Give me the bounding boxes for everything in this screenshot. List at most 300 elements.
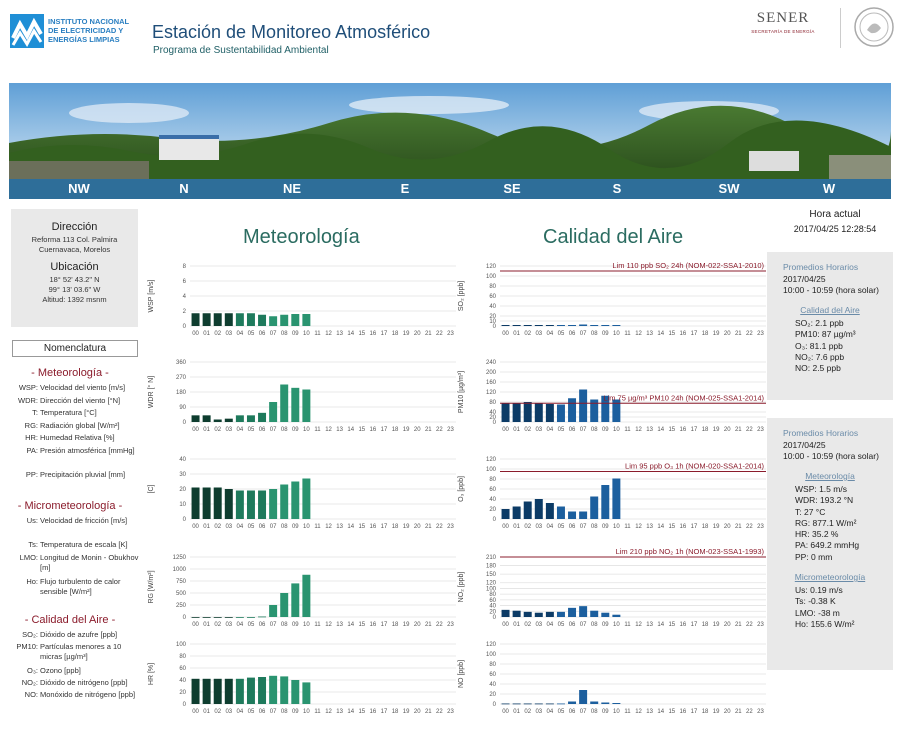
- x-tick-label: 03: [535, 427, 543, 433]
- bar: [291, 583, 299, 617]
- x-tick-label: 22: [746, 622, 753, 628]
- nomenclature-key: PM10:: [16, 642, 38, 651]
- x-tick-label: 13: [336, 709, 343, 715]
- x-tick-label: 09: [291, 622, 299, 628]
- bar: [524, 325, 532, 326]
- y-tick-label: 0: [492, 615, 496, 621]
- x-tick-label: 04: [546, 709, 554, 715]
- x-tick-label: 11: [314, 331, 321, 337]
- x-tick-label: 14: [657, 622, 665, 628]
- x-tick-label: 14: [657, 427, 665, 433]
- x-tick-label: 09: [601, 331, 609, 337]
- x-tick-label: 13: [336, 622, 343, 628]
- y-tick-label: 240: [485, 360, 496, 366]
- x-tick-label: 19: [402, 427, 410, 433]
- x-tick-label: 13: [336, 331, 343, 337]
- sener-name: SENER: [756, 10, 810, 26]
- direccion-title: Dirección: [51, 221, 98, 233]
- nomenclature-desc: Radiación global [W/m²]: [40, 420, 120, 430]
- compass-direction-bar: [9, 179, 891, 199]
- x-tick-label: 00: [502, 709, 509, 715]
- nomenclature-key: SO₂:: [22, 630, 38, 639]
- x-tick-label: 02: [524, 524, 532, 530]
- x-tick-label: 15: [358, 427, 366, 433]
- nomenclature-desc: Flujo turbulento de calor sensible [W/m²]: [40, 577, 121, 596]
- y-tick-label: 4: [182, 294, 186, 300]
- bar: [225, 679, 233, 704]
- nomenclature-desc: Velocidad del viento [m/s]: [40, 383, 126, 392]
- x-tick-label: 00: [502, 427, 509, 433]
- bar: [601, 703, 609, 705]
- x-tick-label: 14: [347, 622, 355, 628]
- x-tick-label: 16: [679, 427, 687, 433]
- x-tick-label: 12: [635, 709, 642, 715]
- x-tick-label: 10: [613, 622, 620, 628]
- y-tick-label: 160: [485, 380, 496, 386]
- x-tick-label: 05: [247, 622, 255, 628]
- y-tick-label: 20: [489, 415, 496, 421]
- x-tick-label: 07: [579, 331, 587, 337]
- chart-so2: [455, 262, 770, 351]
- bar: [280, 593, 288, 617]
- x-tick-label: 13: [646, 427, 653, 433]
- bar: [203, 313, 211, 326]
- bar: [557, 507, 565, 520]
- y-tick-label: 100: [175, 642, 186, 648]
- x-tick-label: 23: [757, 622, 764, 628]
- x-tick-label: 06: [568, 709, 576, 715]
- x-tick-label: 10: [303, 709, 310, 715]
- x-tick-label: 14: [657, 524, 665, 530]
- bar: [557, 325, 565, 326]
- x-tick-label: 08: [280, 524, 288, 530]
- bar: [258, 491, 266, 520]
- x-tick-label: 12: [325, 427, 332, 433]
- x-tick-label: 14: [347, 427, 355, 433]
- x-tick-label: 03: [225, 331, 233, 337]
- y-tick-label: 120: [485, 457, 496, 463]
- x-tick-label: 20: [413, 709, 421, 715]
- x-tick-label: 13: [336, 524, 343, 530]
- x-tick-label: 04: [236, 427, 244, 433]
- micro-values: [795, 585, 893, 630]
- x-tick-label: 07: [579, 524, 587, 530]
- x-tick-label: 18: [391, 622, 399, 628]
- x-tick-label: 04: [236, 709, 244, 715]
- y-tick-label: 0: [182, 702, 186, 708]
- x-tick-label: 20: [723, 331, 731, 337]
- bar: [236, 415, 244, 422]
- nomenclature-desc: Temperatura de escala [K]: [40, 540, 128, 549]
- x-tick-label: 22: [436, 427, 443, 433]
- nomenclature-desc: Humedad Relativa [%]: [40, 433, 115, 442]
- bar: [214, 420, 222, 423]
- bar: [247, 491, 255, 520]
- nomenclatura-button[interactable]: Nomenclatura: [12, 340, 138, 357]
- y-axis-title: [C]: [148, 484, 155, 494]
- bar: [258, 677, 266, 704]
- x-tick-label: 11: [314, 622, 321, 628]
- bar: [546, 704, 554, 705]
- x-tick-label: 13: [646, 524, 653, 530]
- x-tick-label: 15: [358, 622, 366, 628]
- x-tick-label: 03: [225, 622, 233, 628]
- x-tick-label: 23: [757, 331, 764, 337]
- x-tick-label: 12: [635, 331, 642, 337]
- bar: [192, 415, 200, 422]
- compass-ne: NE: [282, 181, 302, 196]
- x-tick-label: 20: [723, 524, 731, 530]
- prom-label: Promedios Horarios: [783, 262, 859, 272]
- x-tick-label: 20: [413, 427, 421, 433]
- ubicacion-title: Ubicación: [50, 261, 99, 273]
- bar: [269, 402, 277, 422]
- x-tick-label: 21: [734, 331, 742, 337]
- y-tick-label: 150: [485, 572, 496, 579]
- x-tick-label: 06: [258, 622, 266, 628]
- average-value: PM10: 87 µg/m³: [795, 329, 856, 340]
- x-tick-label: 12: [635, 622, 642, 628]
- x-tick-label: 17: [380, 622, 388, 628]
- x-tick-label: 09: [601, 524, 609, 530]
- x-tick-label: 07: [269, 622, 277, 628]
- chart-wdr: [145, 358, 460, 447]
- bar: [579, 606, 587, 617]
- current-time-value: 2017/04/25 12:28:54: [793, 224, 877, 234]
- limit-label: Lim 75 µg/m³ PM10 24h (NOM-025-SSA1-2014): [603, 393, 764, 403]
- address-line-1: Reforma 113 Col. Palmira: [31, 235, 118, 244]
- x-tick-label: 03: [535, 622, 543, 628]
- x-tick-label: 14: [657, 331, 665, 337]
- average-value: WSP: 1.5 m/s: [795, 484, 847, 494]
- x-tick-label: 00: [502, 622, 509, 628]
- x-tick-label: 19: [402, 524, 410, 530]
- x-tick-label: 04: [236, 331, 244, 337]
- y-tick-label: 250: [175, 603, 186, 609]
- x-tick-label: 02: [524, 331, 532, 337]
- x-tick-label: 15: [668, 427, 676, 433]
- x-tick-label: 21: [734, 709, 742, 715]
- x-tick-label: 01: [513, 331, 520, 337]
- chart-t: [145, 455, 460, 544]
- average-value: Us: 0.19 m/s: [795, 585, 843, 596]
- bar: [579, 690, 587, 704]
- y-tick-label: 60: [179, 666, 186, 672]
- x-tick-label: 02: [214, 622, 222, 628]
- y-tick-label: 30: [179, 472, 186, 478]
- nomenclature-desc: Longitud de Monin - Obukhov [m]: [40, 553, 139, 572]
- x-tick-label: 12: [635, 524, 642, 530]
- x-tick-label: 15: [668, 524, 676, 530]
- y-tick-label: 20: [179, 690, 186, 696]
- x-tick-label: 16: [679, 331, 687, 337]
- x-tick-label: 18: [701, 427, 709, 433]
- x-tick-label: 09: [291, 524, 299, 530]
- y-tick-label: 80: [489, 592, 496, 599]
- y-tick-label: 10: [489, 319, 496, 325]
- y-tick-label: 100: [485, 652, 496, 658]
- bar: [568, 325, 576, 326]
- address-line-2: Cuernavaca, Morelos: [38, 245, 111, 254]
- x-tick-label: 23: [447, 622, 454, 628]
- nomenclature-key: PP:: [25, 469, 38, 479]
- x-tick-label: 18: [391, 331, 399, 337]
- x-tick-label: 09: [601, 709, 609, 715]
- x-tick-label: 03: [535, 331, 543, 337]
- y-tick-label: 80: [489, 400, 496, 406]
- x-tick-label: 12: [325, 331, 332, 337]
- x-tick-label: 09: [601, 427, 609, 433]
- x-tick-label: 06: [258, 331, 266, 337]
- average-value: RG: 877.1 W/m²: [795, 517, 857, 528]
- x-tick-label: 01: [513, 709, 520, 715]
- y-tick-label: 80: [489, 477, 496, 483]
- x-tick-label: 02: [524, 622, 532, 628]
- bar: [214, 679, 222, 704]
- x-tick-label: 02: [214, 427, 222, 433]
- bar: [513, 704, 521, 705]
- bar: [214, 617, 222, 618]
- x-tick-label: 06: [568, 524, 576, 530]
- x-tick-label: 09: [601, 622, 609, 628]
- bar: [291, 482, 299, 520]
- header-divider: [840, 8, 841, 48]
- y-tick-label: 120: [485, 390, 496, 396]
- x-tick-label: 07: [269, 427, 277, 433]
- bar: [535, 325, 543, 326]
- bar: [225, 617, 233, 618]
- bar: [535, 499, 543, 519]
- bar: [557, 405, 565, 423]
- x-tick-label: 07: [579, 622, 587, 628]
- x-tick-label: 11: [314, 524, 321, 530]
- bar: [280, 315, 288, 326]
- x-tick-label: 05: [557, 427, 565, 433]
- x-tick-label: 18: [391, 709, 399, 715]
- x-tick-label: 04: [546, 331, 554, 337]
- nomenclature-key: WSP:: [18, 383, 38, 392]
- x-tick-label: 09: [291, 331, 299, 337]
- y-tick-label: 40: [489, 304, 496, 310]
- compass-sw: SW: [718, 181, 740, 196]
- chart-t-svg: [145, 455, 460, 539]
- x-tick-label: 04: [236, 622, 244, 628]
- chart-pm10-svg: [455, 358, 770, 442]
- x-tick-label: 17: [690, 622, 698, 628]
- y-tick-label: 20: [489, 507, 496, 513]
- x-tick-label: 04: [546, 622, 554, 628]
- y-tick-label: 120: [485, 642, 496, 648]
- y-axis-title: SO₂ [ppb]: [458, 280, 465, 312]
- x-tick-label: 22: [436, 622, 443, 628]
- bar: [269, 676, 277, 704]
- prom-range: 10:00 - 10:59 (hora solar): [783, 285, 879, 295]
- prom-date: 2017/04/25: [783, 440, 826, 450]
- bar: [269, 316, 277, 326]
- y-tick-label: 40: [489, 410, 496, 416]
- bar: [280, 676, 288, 704]
- x-tick-label: 19: [712, 427, 720, 433]
- bar: [546, 503, 554, 519]
- bar: [590, 325, 598, 326]
- x-tick-label: 00: [192, 427, 199, 433]
- chart-wsp: [145, 262, 460, 351]
- y-tick-label: 0: [182, 324, 186, 330]
- x-tick-label: 15: [668, 709, 676, 715]
- x-tick-label: 16: [679, 709, 687, 715]
- x-tick-label: 19: [402, 709, 410, 715]
- y-tick-label: 360: [175, 360, 186, 366]
- y-tick-label: 20: [489, 609, 496, 616]
- x-tick-label: 16: [369, 622, 377, 628]
- x-tick-label: 21: [734, 524, 742, 530]
- y-tick-label: 120: [485, 580, 496, 587]
- x-tick-label: 16: [679, 524, 687, 530]
- x-tick-label: 23: [447, 331, 454, 337]
- x-tick-label: 03: [225, 709, 233, 715]
- x-tick-label: 17: [380, 331, 388, 337]
- chart-no-svg: [455, 640, 770, 724]
- bar: [502, 403, 510, 422]
- x-tick-label: 21: [734, 622, 742, 628]
- x-tick-label: 07: [269, 524, 277, 530]
- x-tick-label: 06: [258, 709, 266, 715]
- y-tick-label: 40: [489, 497, 496, 503]
- x-tick-label: 12: [635, 427, 642, 433]
- y-tick-label: 0: [492, 324, 496, 330]
- y-axis-title: WDR [° N]: [148, 375, 155, 409]
- bar: [612, 615, 620, 617]
- compass-nw: NW: [68, 181, 90, 196]
- x-tick-label: 04: [236, 524, 244, 530]
- x-tick-label: 06: [568, 622, 576, 628]
- y-tick-label: 90: [179, 405, 186, 411]
- x-tick-label: 22: [436, 709, 443, 715]
- x-tick-label: 02: [214, 524, 222, 530]
- air-caption: Calidad del Aire: [800, 305, 860, 315]
- station-info-box: [11, 209, 138, 327]
- bar: [225, 489, 233, 519]
- bar: [269, 489, 277, 519]
- x-tick-label: 12: [325, 622, 332, 628]
- nomenclature-desc: Partículas menores a 10 micras [µg/m³]: [40, 642, 122, 661]
- y-tick-label: 60: [489, 294, 496, 300]
- x-tick-label: 01: [513, 427, 520, 433]
- station-panorama-image: [9, 83, 891, 179]
- bar: [203, 415, 211, 422]
- bar: [192, 617, 200, 618]
- x-tick-label: 02: [524, 427, 532, 433]
- bar: [557, 704, 565, 705]
- y-tick-label: 270: [175, 375, 186, 381]
- x-tick-label: 23: [447, 524, 454, 530]
- bar: [236, 679, 244, 704]
- nomenclature-desc: Temperatura [°C]: [40, 408, 97, 417]
- y-tick-label: 1000: [172, 567, 186, 573]
- x-tick-label: 10: [303, 524, 310, 530]
- y-tick-label: 500: [175, 591, 186, 597]
- bar: [203, 488, 211, 520]
- average-value: PP: 0 mm: [795, 551, 833, 562]
- x-tick-label: 02: [524, 709, 532, 715]
- bar: [502, 325, 510, 326]
- nomenclature-key: PA:: [26, 445, 38, 455]
- bar: [236, 617, 244, 618]
- x-tick-label: 19: [712, 622, 720, 628]
- x-tick-label: 11: [314, 709, 321, 715]
- x-tick-label: 04: [546, 427, 554, 433]
- y-tick-label: 40: [489, 603, 496, 610]
- bar: [546, 325, 554, 326]
- x-tick-label: 22: [436, 331, 443, 337]
- bar: [568, 398, 576, 422]
- y-tick-label: 210: [485, 555, 496, 561]
- nomenclature-desc: Dióxido de azufre [ppb]: [40, 630, 118, 639]
- x-tick-label: 03: [535, 709, 543, 715]
- x-tick-label: 22: [746, 709, 753, 715]
- bar: [192, 679, 200, 704]
- y-tick-label: 10: [179, 502, 186, 508]
- bar: [612, 325, 620, 326]
- page-title: Estación de Monitoreo Atmosférico: [152, 22, 431, 42]
- nomenclature-section-title: - Calidad del Aire -: [24, 614, 116, 626]
- bar: [524, 704, 532, 705]
- y-tick-label: 750: [175, 579, 186, 585]
- bar: [192, 488, 200, 520]
- x-tick-label: 19: [712, 331, 720, 337]
- meteo-averages-box: [767, 418, 893, 670]
- x-tick-label: 15: [358, 331, 366, 337]
- bar: [247, 313, 255, 326]
- bar: [579, 512, 587, 520]
- x-tick-label: 11: [624, 709, 631, 715]
- x-tick-label: 17: [690, 709, 698, 715]
- limit-label: Lim 210 ppb NO₂ 1h (NOM-023-SSA1-1993): [615, 547, 764, 556]
- x-tick-label: 05: [247, 331, 255, 337]
- bar: [535, 403, 543, 422]
- x-tick-label: 05: [247, 427, 255, 433]
- ineel-logo-icon: [10, 14, 44, 48]
- x-tick-label: 13: [646, 709, 653, 715]
- x-tick-label: 17: [690, 331, 698, 337]
- bar: [557, 612, 565, 617]
- y-tick-label: 60: [489, 487, 496, 493]
- compass-e: E: [400, 181, 410, 196]
- x-tick-label: 15: [358, 709, 366, 715]
- x-tick-label: 21: [424, 709, 432, 715]
- x-tick-label: 20: [723, 622, 731, 628]
- meteo-caption: Meteorología: [805, 471, 855, 481]
- average-value: NO: 2.5 ppb: [795, 363, 841, 374]
- x-tick-label: 08: [590, 709, 598, 715]
- bar: [280, 385, 288, 423]
- chart-wsp-svg: [145, 262, 460, 346]
- y-tick-label: 100: [485, 274, 496, 280]
- x-tick-label: 06: [258, 427, 266, 433]
- bar: [291, 680, 299, 704]
- y-axis-title: HR [%]: [148, 662, 155, 686]
- x-tick-label: 23: [447, 427, 454, 433]
- x-tick-label: 15: [358, 524, 366, 530]
- x-tick-label: 03: [225, 427, 233, 433]
- x-tick-label: 11: [624, 622, 631, 628]
- x-tick-label: 20: [723, 709, 731, 715]
- y-tick-label: 120: [485, 264, 496, 270]
- nomenclature-key: NO₂:: [21, 678, 38, 687]
- y-tick-label: 20: [489, 692, 496, 698]
- compass-w: W: [822, 181, 836, 196]
- x-tick-label: 11: [314, 427, 321, 433]
